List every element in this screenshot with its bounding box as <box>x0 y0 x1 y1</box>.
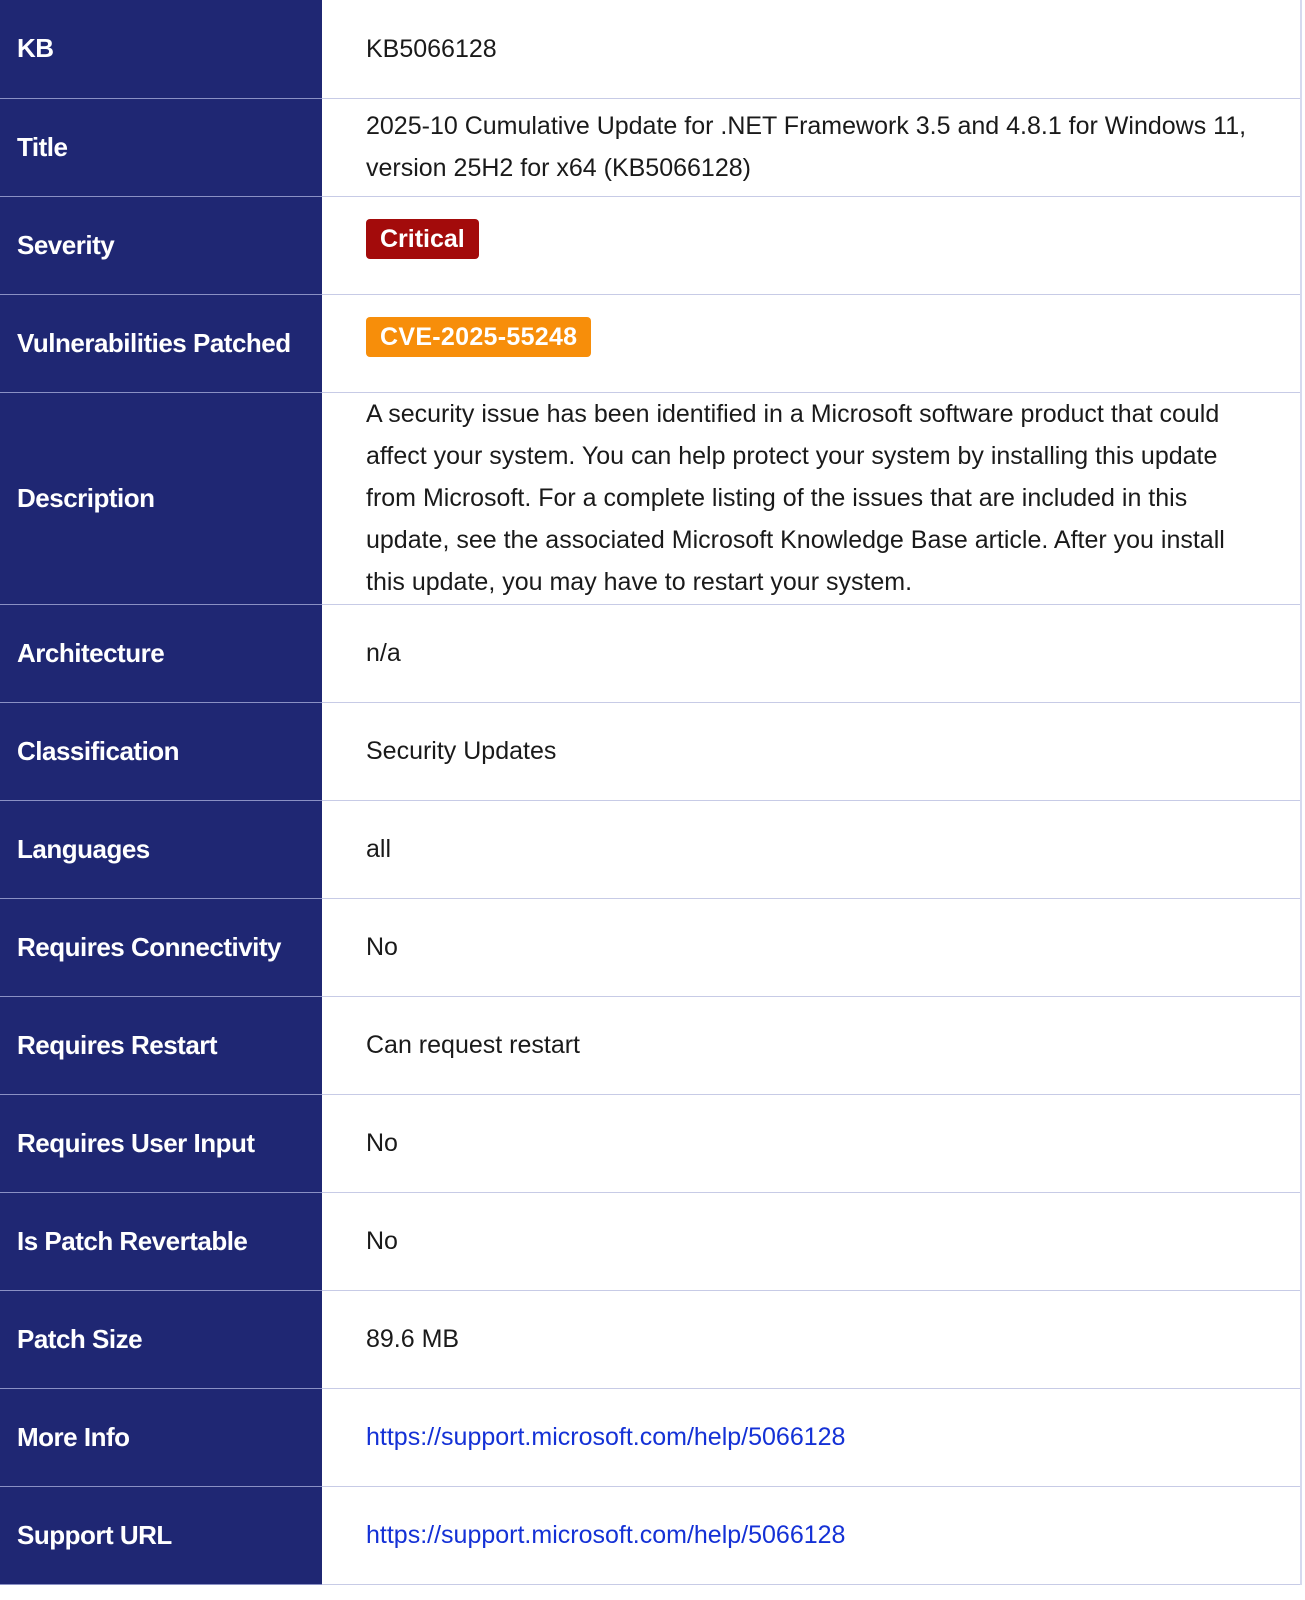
description-text: A security issue has been identified in a Microsoft software product that could affect your system. You can help protect your system by installing this update from Microsoft. For a complete listing of the issues that are included in this update, see the associated Microsoft Knowledge Base article. After you install this update, you may have to restart your system. <box>366 399 1225 596</box>
table-row-requires-restart <box>0 996 1301 1094</box>
title-label: Title <box>0 98 322 196</box>
severity-label: Severity <box>0 196 322 294</box>
kb-label: KB <box>0 0 322 98</box>
description-value-cell <box>322 392 1301 604</box>
description-label: Description <box>0 392 322 604</box>
table-row-kb <box>0 0 1301 98</box>
classification-label: Classification <box>0 702 322 800</box>
is-patch-revertable-label: Is Patch Revertable <box>0 1192 322 1290</box>
table-row-title <box>0 98 1301 196</box>
table-row-description <box>0 392 1301 604</box>
table-row-patch-size <box>0 1290 1301 1388</box>
table-row-is-patch-revertable <box>0 1192 1301 1290</box>
vulnerabilities-value-cell <box>322 294 1301 392</box>
support-url-label: Support URL <box>0 1486 322 1584</box>
title-value: 2025-10 Cumulative Update for .NET Framework 3.5 and 4.8.1 for Windows 11, version 25H2 for x64 (KB5066128) <box>322 98 1301 196</box>
table-row-requires-user-input <box>0 1094 1301 1192</box>
languages-value: all <box>322 800 1301 898</box>
table-row-vulnerabilities <box>0 294 1301 392</box>
patch-size-label: Patch Size <box>0 1290 322 1388</box>
vulnerabilities-label: Vulnerabilities Patched <box>0 294 322 392</box>
requires-connectivity-label: Requires Connectivity <box>0 898 322 996</box>
severity-value-cell <box>322 196 1301 294</box>
requires-user-input-value: No <box>322 1094 1301 1192</box>
table-row-requires-connectivity <box>0 898 1301 996</box>
cve-badge[interactable]: CVE-2025-55248 <box>366 317 591 357</box>
patch-size-value: 89.6 MB <box>322 1290 1301 1388</box>
requires-restart-value: Can request restart <box>322 996 1301 1094</box>
is-patch-revertable-value: No <box>322 1192 1301 1290</box>
more-info-value-cell <box>322 1388 1301 1486</box>
table-row-more-info <box>0 1388 1301 1486</box>
more-info-label: More Info <box>0 1388 322 1486</box>
languages-label: Languages <box>0 800 322 898</box>
support-url-value-cell <box>322 1486 1301 1584</box>
table-row-classification <box>0 702 1301 800</box>
support-url-link[interactable]: https://support.microsoft.com/help/5066128 <box>366 1521 846 1549</box>
more-info-link[interactable]: https://support.microsoft.com/help/5066128 <box>366 1423 846 1451</box>
requires-user-input-label: Requires User Input <box>0 1094 322 1192</box>
severity-badge: Critical <box>366 219 479 259</box>
architecture-label: Architecture <box>0 604 322 702</box>
table-row-architecture <box>0 604 1301 702</box>
table-row-languages <box>0 800 1301 898</box>
table-row-severity <box>0 196 1301 294</box>
architecture-value: n/a <box>322 604 1301 702</box>
kb-value: KB5066128 <box>322 0 1301 98</box>
requires-connectivity-value: No <box>322 898 1301 996</box>
classification-value: Security Updates <box>322 702 1301 800</box>
requires-restart-label: Requires Restart <box>0 996 322 1094</box>
table-row-support-url <box>0 1486 1301 1584</box>
